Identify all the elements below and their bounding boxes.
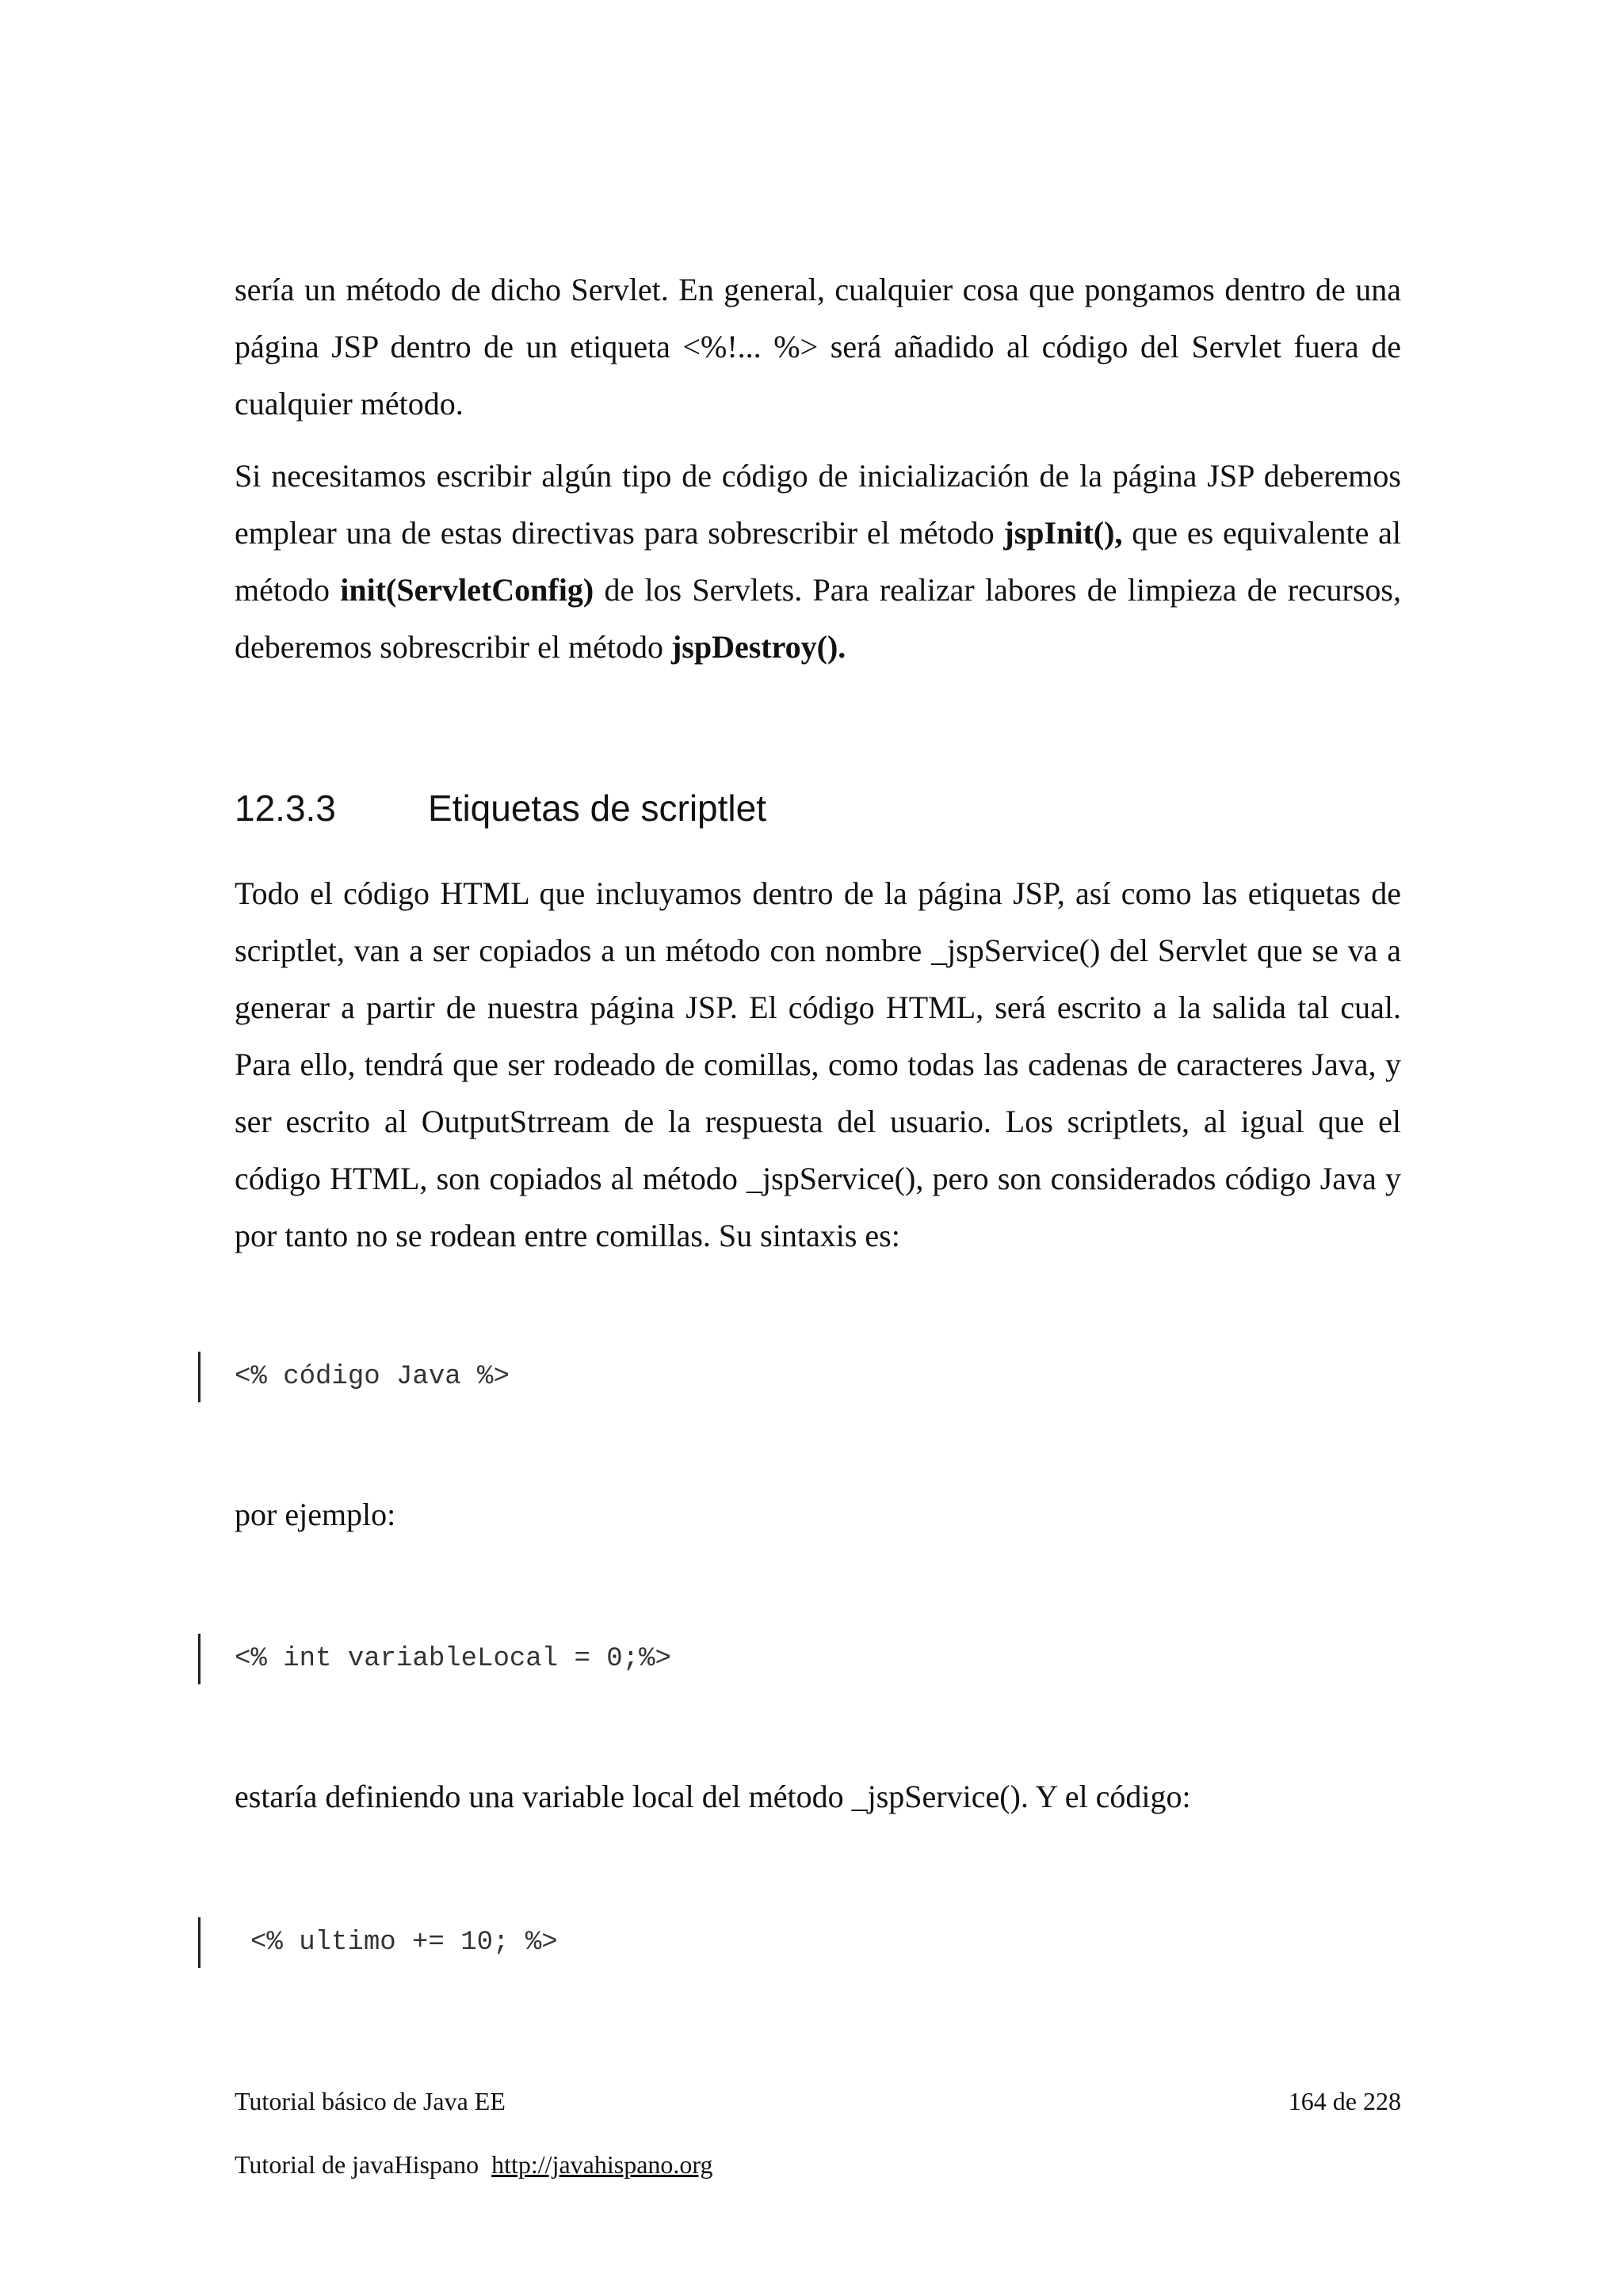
section-title: Etiquetas de scriptlet bbox=[428, 788, 767, 829]
code-text: <% ultimo += 10; %> bbox=[250, 1928, 558, 1958]
code-block-ultimo bbox=[198, 1917, 1387, 1968]
section-heading bbox=[235, 784, 766, 832]
bold-term-jspinit: jspInit(), bbox=[1003, 515, 1123, 551]
footer-book-title: Tutorial básico de Java EE bbox=[235, 2087, 506, 2115]
paragraph-declarations: sería un método de dicho Servlet. En general, cualquier cosa que pongamos dentro de una página JSP dentro de un etiqueta <%!... %> será añadido al código del Servlet fuera de cualquier método. bbox=[235, 272, 1401, 421]
footer-page-number: 164 de 228 bbox=[1288, 2087, 1401, 2115]
section-number: 12.3.3 bbox=[235, 788, 336, 829]
code-block-syntax bbox=[198, 1352, 1387, 1402]
paragraph-por-ejemplo: por ejemplo: bbox=[235, 1497, 396, 1532]
paragraph-jspinit bbox=[235, 448, 1401, 676]
paragraph-variable-local: estaría definiendo una variable local del método _jspService(). Y el código: bbox=[235, 1779, 1191, 1814]
paragraph-text: Si necesitamos escribir algún tipo de código de inicialización de la página JSP deberemos emplear una de estas directivas para sobrescribir el método bbox=[235, 458, 1401, 551]
code-text: <% código Java %> bbox=[235, 1362, 510, 1392]
code-bar bbox=[198, 1634, 200, 1684]
footer-url-link[interactable]: http://javahispano.org bbox=[491, 2150, 713, 2179]
bold-term-jspdestroy: jspDestroy(). bbox=[670, 629, 846, 665]
bold-term-init: init(ServletConfig) bbox=[340, 572, 594, 608]
code-bar bbox=[198, 1917, 200, 1968]
footer-publisher-row bbox=[235, 2147, 1401, 2182]
footer-publisher: Tutorial de javaHispano bbox=[235, 2150, 479, 2179]
code-block-example bbox=[198, 1634, 1387, 1684]
paragraph-text: que es equivalente al método bbox=[235, 515, 1402, 608]
code-bar bbox=[198, 1352, 200, 1402]
code-text: <% int variableLocal = 0;%> bbox=[235, 1644, 671, 1674]
paragraph-text: de los Servlets. Para realizar labores de limpieza de recursos, deberemos sobrescribir el método bbox=[235, 572, 1401, 665]
paragraph-scriptlet-intro: Todo el código HTML que incluyamos dentro de la página JSP, así como las etiquetas de scriptlet, van a ser copiados a un método con nombre _jspService() del Servlet que se va a generar a partir de nuestra página JSP. El código HTML, será escrito a la salida tal cual. Para ello, tendrá que ser rodeado de comillas, como todas las cadenas de caracteres Java, y ser escrito al OutputStrream de la respuesta del usuario. Los scriptlets, al igual que el código HTML, son copiados al método _jspService(), pero son considerados código Java y por tanto no se rodean entre comillas. Su sintaxis es: bbox=[235, 875, 1401, 1253]
footer-row bbox=[235, 2084, 1401, 2119]
